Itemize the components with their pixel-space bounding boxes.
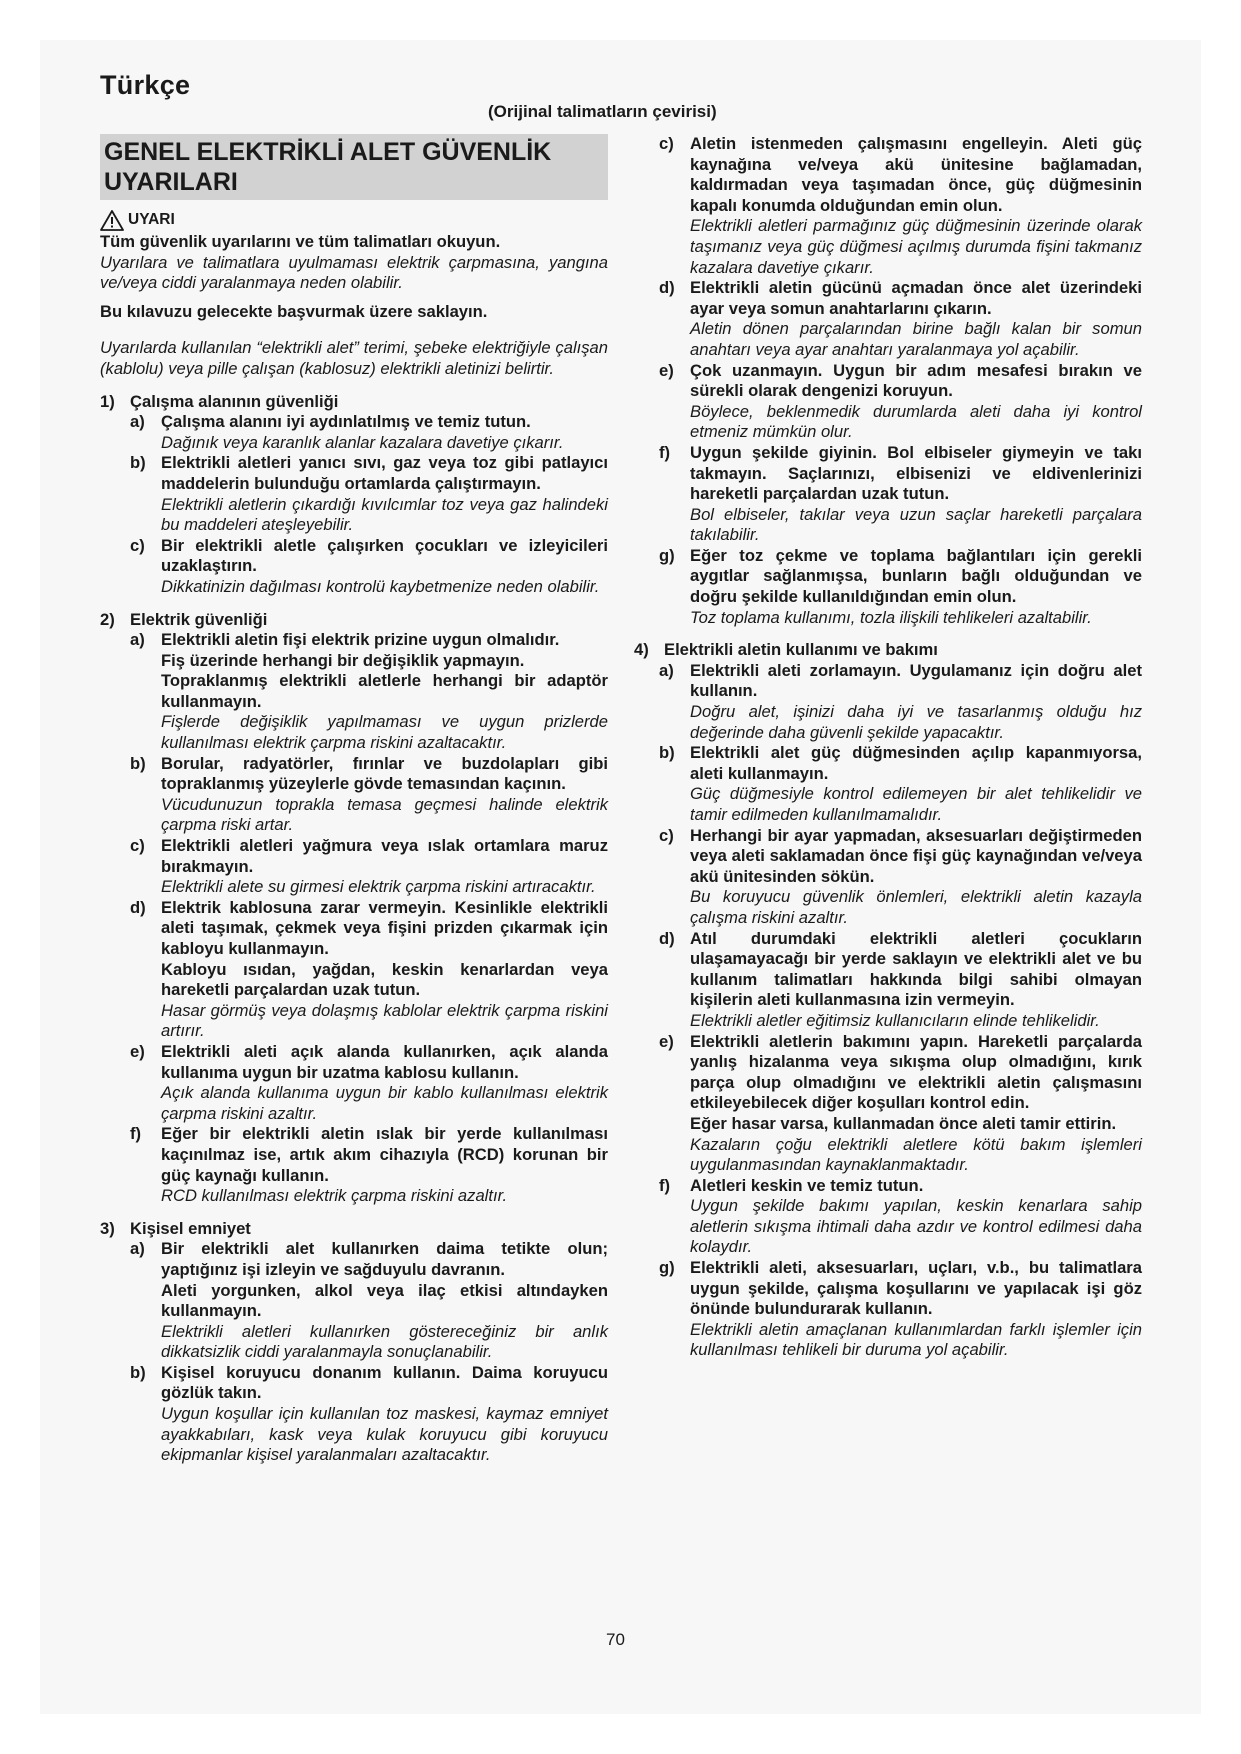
right-column (634, 134, 1142, 1361)
keep-manual-text: Bu kılavuzu gelecekte başvurmak üzere saklayın. (100, 301, 488, 321)
term-note: Uyarılarda kullanılan “elektrikli alet” terimi, şebeke elektriğiyle çalışan (kablolu) veya pille çalışan (kablosuz) elektrikli aletinizi belirtir. (100, 338, 608, 378)
list-item: d) Elektrikli aletin gücünü açmadan önce alet üzerindeki ayar veya somun anahtarlarını çıkarın. Aletin dönen parçalarından birine bağlı kalan bir somun anahtarı veya ayar anahtarı yaralanmaya yol açabilir. (659, 278, 1142, 359)
list-item: e) Elektrikli aleti açık alanda kullanırken, açık alanda kullanıma uygun bir uzatma kablosu kullanın. Açık alanda kullanıma uygun bir kablo kullanılması elektrik çarpma riskini azaltır. (130, 1041, 608, 1123)
section-3-title: 3) Kişisel emniyet (100, 1218, 251, 1238)
list-item: a) Çalışma alanını iyi aydınlatılmış ve temiz tutun. Dağınık veya karanlık alanlar kazalara davetiye çıkarır. (130, 412, 564, 452)
section-1-title: 1) Çalışma alanının güvenliği (100, 391, 339, 411)
list-item: c) Aletin istenmeden çalışmasını engelleyin. Aleti güç kaynağına ve/veya akü ünitesine bağlamadan, kaldırmadan veya taşımadan önce, güç düğmesinin kapalı konumda olduğundan emin olun. Elektrikli aletleri parmağınız güç düğmesinin üzerinde olarak taşımanız veya güç düğmesi açılmış durumda fişini takmanız kazalara davetiye çıkarır. (659, 134, 1142, 277)
section-heading: GENEL ELEKTRİKLİ ALET GÜVENLİK UYARILARI (100, 134, 608, 200)
list-item: g) Elektrikli aleti, aksesuarları, uçları, v.b., bu talimatlara uygun şekilde, çalışma koşullarını ve yapılacak işi göz önünde bulundurarak kullanın. Elektrikli aletin amaçlanan kullanımlardan farklı işlemler için kullanılması tehlikeli bir duruma yol açabilir. (659, 1258, 1142, 1360)
list-item: e) Elektrikli aletlerin bakımını yapın. Hareketli parçalarda yanlış hizalanma veya sıkışma olup olmadığını, kırık parça olup olmadığını ve elektrikli aletin çalışmasını etkileyebilecek diğer koşulları kontrol edin. Eğer hasar varsa, kullanmadan önce aleti tamir ettirin. Kazaların çoğu elektrikli aletlere kötü bakım işlemleri uygulanmasından kaynaklanmaktadır. (659, 1031, 1142, 1175)
list-item: a) Elektrikli aleti zorlamayın. Uygulamanız için doğru alet kullanın. Doğru alet, işinizi daha iyi ve tasarlanmış olduğu hız değerinde daha güvenli şekilde yapacaktır. (659, 660, 1142, 742)
intro-italic: Uyarılara ve talimatlara uyulmaması elektrik çarpmasına, yangına ve/veya ciddi yaralanmaya neden olabilir. (100, 252, 608, 293)
list-item: b) Elektrikli alet güç düğmesinden açılıp kapanmıyorsa, aleti kullanmayın. Güç düğmesiyle kontrol edilemeyen bir alet tehlikelidir ve tamir edilmeden kullanılmamalıdır. (659, 743, 1142, 824)
list-item: g) Eğer toz çekme ve toplama bağlantıları için gerekli aygıtlar sağlanmışsa, bunların bağlı olduğundan ve doğru şekilde kullanıldığından emin olun. Toz toplama kullanımı, tozla ilişkili tehlikeleri azaltabilir. (659, 545, 1142, 627)
list-item: b) Borular, radyatörler, fırınlar ve buzdolapları gibi topraklanmış yüzeylerle gövde temasından kaçının. Vücudunuzun toprakla temasa geçmesi halinde elektrik çarpma riski artar. (130, 753, 608, 835)
list-item: c) Bir elektrikli aletle çalışırken çocukları ve izleyicileri uzaklaştırın. Dikkatinizin dağılması kontrolü kaybetmenize neden olabilir. (130, 535, 608, 596)
list-item: e) Çok uzanmayın. Uygun bir adım mesafesi bırakın ve sürekli olarak dengenizi koruyun. Böylece, beklenmedik durumlarda aleti daha iyi kontrol etmeniz mümkün olur. (659, 360, 1142, 442)
list-item: d) Elektrik kablosuna zarar vermeyin. Kesinlikle elektrikli aleti taşımak, çekmek veya fişini prizden çıkarmak için kabloyu kullanmayın. Kabloyu ısıdan, yağdan, keskin kenarlardan veya hareketli parçalardan uzak tutun. Hasar görmüş veya dolaşmış kablolar elektrik çarpma riskini artırır. (130, 897, 608, 1041)
warning-text: UYARI (128, 211, 175, 229)
list-item: b) Kişisel koruyucu donanım kullanın. Daima koruyucu gözlük takın. Uygun koşullar için kullanılan toz maskesi, kaymaz emniyet ayakkabıları, kask veya kulak koruyucu gibi koruyucu ekipmanlar kişisel yaralanmaları azaltacaktır. (130, 1362, 608, 1465)
translation-subtitle: (Orijinal talimatların çevirisi) (488, 102, 717, 121)
language-title: Türkçe (100, 70, 191, 100)
list-item: f) Aletleri keskin ve temiz tutun. Uygun şekilde bakımı yapılan, keskin kenarlara sahip aletlerin sıkışma ihtimali daha azdır ve kontrol edilmesi daha kolaydır. (659, 1175, 1142, 1257)
list-item: a) Bir elektrikli alet kullanırken daima tetikte olun; yaptığınız işi izleyin ve sağduyulu davranın. Aleti yorgunken, alkol veya ilaç etkisi altındayken kullanmayın. Elektrikli aletleri kullanırken göstereceğiniz bir anlık dikkatsizlik ciddi yaralanmayla sonuçlanabilir. (130, 1239, 608, 1362)
warning-label (100, 210, 608, 231)
section-2-title: 2) Elektrik güvenliği (100, 609, 268, 629)
warning-triangle-icon (100, 210, 124, 231)
section-4-title: 4) Elektrikli aletin kullanımı ve bakımı (634, 640, 938, 660)
list-item: b) Elektrikli aletleri yanıcı sıvı, gaz veya toz gibi patlayıcı maddelerin bulunduğu ortamlarda çalıştırmayın. Elektrikli aletlerin çıkardığı kıvılcımlar toz veya gaz halindeki bu maddeleri ateşleyebilir. (130, 453, 608, 535)
list-item: d) Atıl durumdaki elektrikli aletleri çocukların ulaşamayacağı bir yerde saklayın ve elektrikli alet ve bu kullanım talimatları hakkında bilgi sahibi olmayan kişilerin aleti kullanmasına izin vermeyin. Elektrikli aletler eğitimsiz kullanıcıların elinde tehlikelidir. (659, 928, 1142, 1030)
left-column (100, 134, 608, 1466)
list-item: c) Elektrikli aletleri yağmura veya ıslak ortamlara maruz bırakmayın. Elektrikli alete su girmesi elektrik çarpma riskini artıracaktır. (130, 836, 608, 897)
intro-bold: Tüm güvenlik uyarılarını ve tüm talimatları okuyun. (100, 232, 501, 251)
list-item: f) Uygun şekilde giyinin. Bol elbiseler giymeyin ve takı takmayın. Saçlarınızı, elbisenizi ve eldivenlerinizi hareketli parçalardan uzak tutun. Bol elbiseler, takılar veya uzun saçlar hareketli parçalara takılabilir. (659, 442, 1142, 545)
page-number: 70 (606, 1630, 625, 1649)
list-item: c) Herhangi bir ayar yapmadan, aksesuarları değiştirmeden veya aleti saklamadan önce fişi güç kaynağından ve/veya akü ünitesinden sökün. Bu koruyucu güvenlik önlemleri, elektrikli aletin kazayla çalışma riskini azaltır. (659, 825, 1142, 927)
list-item: f) Eğer bir elektrikli aletin ıslak bir yerde kullanılması kaçınılmaz ise, artık akım cihazıyla (RCD) korunan bir güç kaynağı kullanın. RCD kullanılması elektrik çarpma riskini azaltır. (130, 1124, 608, 1206)
list-item: a) Elektrikli aletin fişi elektrik prizine uygun olmalıdır. Fiş üzerinde herhangi bir değişiklik yapmayın. Topraklanmış elektrikli aletlerle herhangi bir adaptör kullanmayın. Fişlerde değişiklik yapılmaması ve uygun prizlerde kullanılması elektrik çarpma riskini azaltacaktır. (130, 630, 608, 753)
